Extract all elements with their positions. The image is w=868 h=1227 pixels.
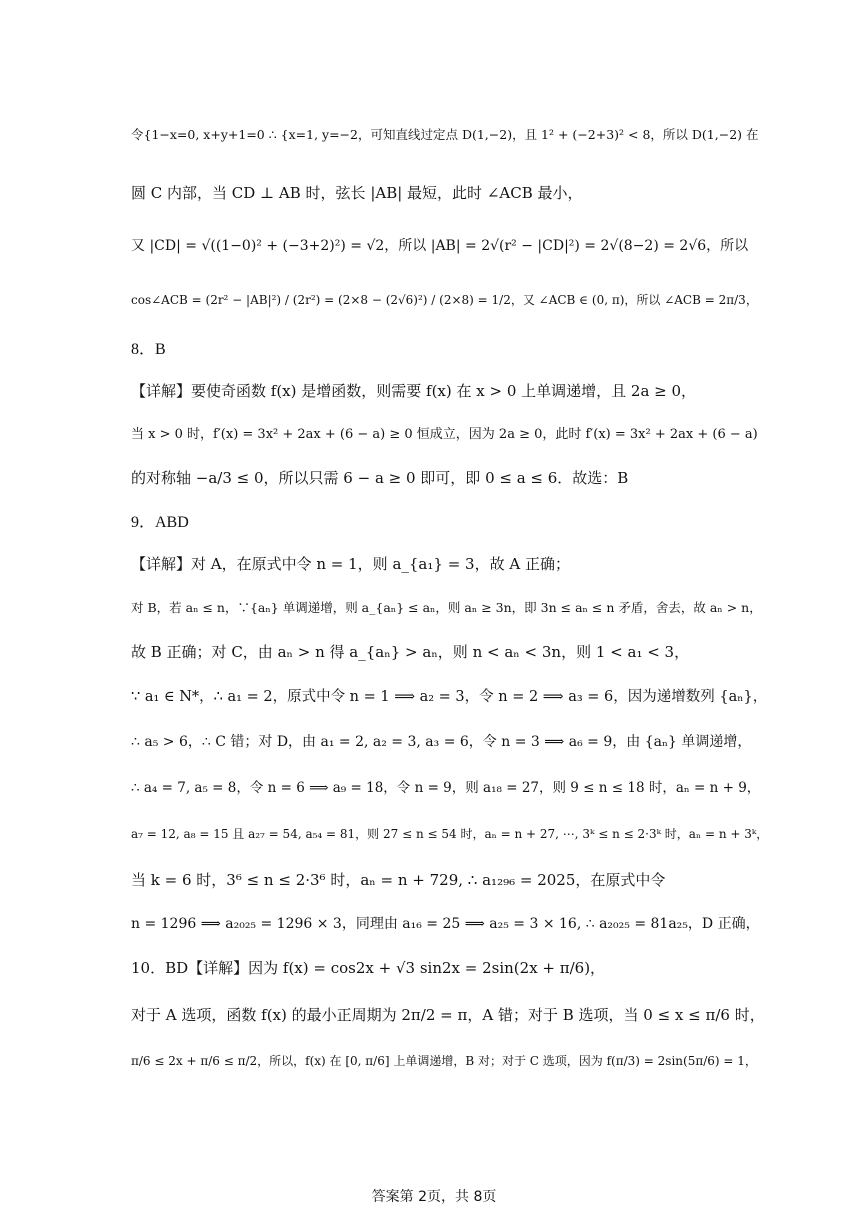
question-number: 9．ABD bbox=[131, 514, 189, 531]
solution-line: a₇ = 12, a₈ = 15 且 a₂₇ = 54, a₅₄ = 81，则 27 ≤ n ≤ 54 时，aₙ = n + 27, ⋯, 3ᵏ ≤ n ≤ 2·3ᵏ 时，aₙ = n + 3ᵏ， bbox=[131, 827, 769, 841]
solution-line: 当 k = 6 时，3⁶ ≤ n ≤ 2·3⁶ 时，aₙ = n + 729, ∴ a₁₂₉₆ = 2025，在原式中令 bbox=[131, 871, 666, 889]
solution-line: 又 |CD| = √((1−0)² + (−3+2)²) = √2，所以 |AB| = 2√(r² − |CD|²) = 2√(8−2) = 2√6，所以 bbox=[131, 238, 749, 254]
solution-line: 对 B，若 aₙ ≤ n，∵{aₙ} 单调递增，则 a_{aₙ} ≤ aₙ，则 aₙ ≥ 3n，即 3n ≤ aₙ ≤ n 矛盾，舍去，故 aₙ > n， bbox=[131, 600, 762, 615]
question-number: 8．B bbox=[131, 341, 166, 358]
solution-line: π/6 ≤ 2x + π/6 ≤ π/2，所以，f(x) 在 [0, π/6] 上单调递增，B 对；对于 C 选项，因为 f(π/3) = 2sin(5π/6) = 1， bbox=[131, 1054, 757, 1068]
solution-line: 当 x > 0 时，f′(x) = 3x² + 2ax + (6 − a) ≥ 0 恒成立，因为 2a ≥ 0，此时 f′(x) = 3x² + 2ax + (6 − a) bbox=[131, 427, 758, 442]
solution-line: 对于 A 选项，函数 f(x) 的最小正周期为 2π/2 = π，A 错；对于 B 选项，当 0 ≤ x ≤ π/6 时， bbox=[131, 1006, 765, 1024]
solution-line: cos∠ACB = (2r² − |AB|²) / (2r²) = (2×8 − (2√6)²) / (2×8) = 1/2，又 ∠ACB ∈ (0, π)，所以 ∠ACB = 2π/3， bbox=[131, 293, 758, 307]
solution-line: ∴ a₅ > 6，∴ C 错；对 D，由 a₁ = 2, a₂ = 3, a₃ = 6，令 n = 3 ⟹ a₆ = 9，由 {aₙ} 单调递增， bbox=[131, 734, 752, 750]
solution-line: 的对称轴 −a/3 ≤ 0，所以只需 6 − a ≥ 0 即可，即 0 ≤ a ≤ 6．故选：B bbox=[131, 469, 629, 487]
solution-line: 圆 C 内部，当 CD ⊥ AB 时，弦长 |AB| 最短，此时 ∠ACB 最小， bbox=[131, 184, 583, 202]
solution-line: 【详解】要使奇函数 f(x) 是增函数，则需要 f(x) 在 x > 0 上单调递增，且 2a ≥ 0， bbox=[131, 382, 697, 400]
solution-line: 【详解】对 A，在原式中令 n = 1，则 a_{a₁} = 3，故 A 正确； bbox=[131, 555, 570, 573]
solution-line: n = 1296 ⟹ a₂₀₂₅ = 1296 × 3，同理由 a₁₆ = 25 ⟹ a₂₅ = 3 × 16, ∴ a₂₀₂₅ = 81a₂₅，D 正确， bbox=[131, 916, 760, 932]
solution-line: ∵ a₁ ∈ N*，∴ a₁ = 2，原式中令 n = 1 ⟹ a₂ = 3，令 n = 2 ⟹ a₃ = 6，因为递增数列 {aₙ}， bbox=[131, 689, 768, 705]
page-footer: 答案第 2页，共 8页 bbox=[371, 1189, 497, 1205]
solution-line: 令{1−x=0, x+y+1=0 ∴ {x=1, y=−2，可知直线过定点 D(1,−2)，且 1² + (−2+3)² < 8，所以 D(1,−2) 在 bbox=[131, 127, 759, 142]
solution-line: 10．BD【详解】因为 f(x) = cos2x + √3 sin2x = 2sin(2x + π/6)， bbox=[131, 959, 606, 977]
solution-line: ∴ a₄ = 7, a₅ = 8，令 n = 6 ⟹ a₉ = 18，令 n = 9，则 a₁₈ = 27，则 9 ≤ n ≤ 18 时，aₙ = n + 9， bbox=[131, 780, 761, 796]
solution-line: 故 B 正确；对 C，由 aₙ > n 得 a_{aₙ} > aₙ，则 n < aₙ < 3n，则 1 < a₁ < 3， bbox=[131, 643, 690, 661]
